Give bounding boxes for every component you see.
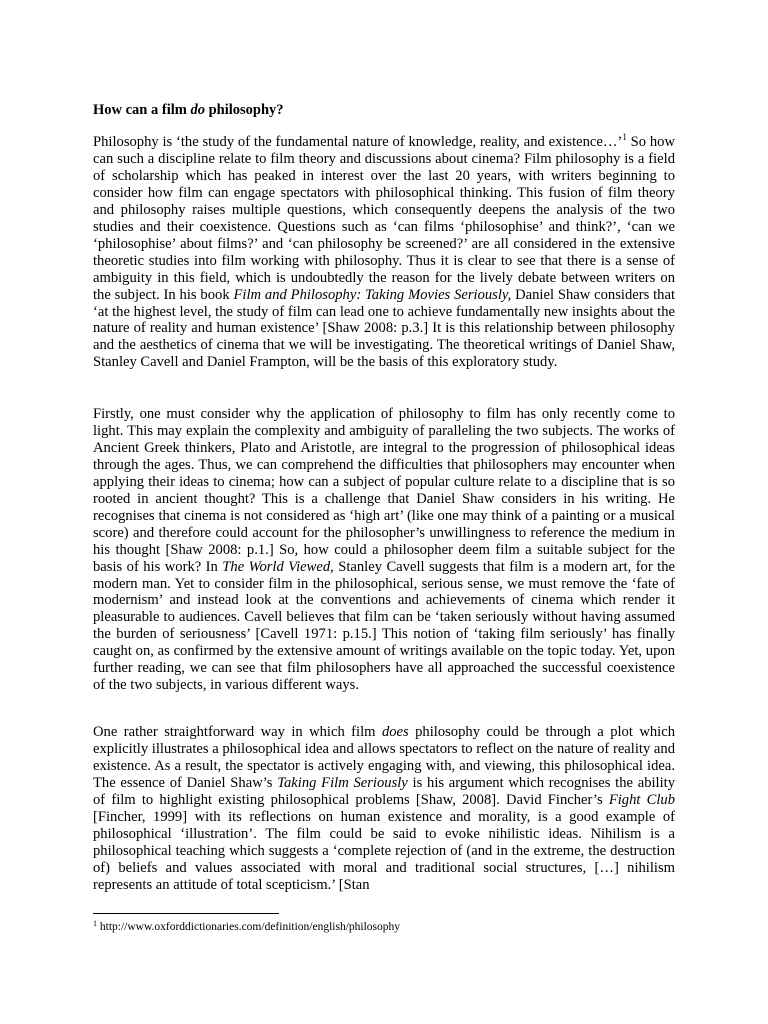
footnote — [93, 920, 675, 934]
page-title: How can a film do philosophy? — [93, 102, 284, 118]
book-title: The World Viewed, — [222, 558, 334, 575]
paragraph-history: Firstly, one must consider why the application of philosophy to film has only recently come to light. This may explain the complexity and ambiguity of paralleling the two subjects. The works of Ancient Greek thinkers, Plato and Aristotle, are integral to the progression of philosophical ideas through the ages. Thus, we can comprehend the difficulties that philosophers may encounter when applying their ideas to cinema; how can a subject of popular culture relate to a discipline that is so rooted in ancient thought? This is a challenge that Daniel Shaw considers in his writing. He recognises that cinema is not considered as ‘high art’ (like one may think of a painting or a musical score) and therefore could account for the philosopher’s unwillingness to reference the medium in his thought [Shaw 2008: p.1.] So, how could a philosopher deem film a suitable subject for the basis of his work? In The World Viewed, Stanley Cavell suggests that film is a modern art, for the modern man. Yet to consider film in the philosophical, serious sense, we must remove the ‘fate of modernism’ and instead look at the conventions and achievements of cinema which render it pleasurable to audiences. Cavell believes that film can be ‘taken seriously without having assumed the burden of seriousness’ [Cavell 1971: p.15.] This notion of ‘taking film seriously’ has finally caught on, as confirmed by the extensive amount of writings available on the topic today. Yet, upon further reading, we can see that film philosophers have all approached the successful coexistence of the two subjects, in various different ways. — [93, 406, 675, 694]
book-title: Taking Film Seriously — [277, 774, 408, 791]
footnote-divider — [93, 913, 279, 914]
paragraph-introduction: Philosophy is ‘the study of the fundamental nature of knowledge, reality, and existence…’$^1$ So how can such a discipline relate to film theory and discussions about cinema? Film philosophy is a field of scholarship which has peaked in interest over the last 20 years, with writers beginning to consider how film can engage spectators with philosophical thinking. This fusion of film theory and philosophy raises multiple questions, which consequently deepens the analysis of the two studies and their coexistence. Questions such as ‘can films ‘philosophise’ and think?’, ‘can we ‘philosophise’ about films?’ and ‘can philosophy be screened?’ are all considered in the extensive theoretic studies into film working with philosophy. Thus it is clear to see that there is a sense of ambiguity in this field, which is undoubtedly the reason for the lively debate between writers on the subject. In his book Film and Philosophy: Taking Movies Seriously, Daniel Shaw considers that ‘at the highest level, the study of film can lead one to achieve fundamentally new insights about the nature of reality and human existence’ [Shaw 2008: p.3.] It is this relationship between philosophy and the aesthetics of cinema that we will be investigating. The theoretical writings of Daniel Shaw, Stanley Cavell and Daniel Frampton, will be the basis of this exploratory study. — [93, 132, 676, 371]
paragraph-illustration: One rather straightforward way in which film does philosophy could be through a plot which explicitly illustrates a philosophical idea and allows spectators to reflect on the nature of reality and existence. As a result, the spectator is actively engaging with, and viewing, this philosophical idea. The essence of Daniel Shaw’s Taking Film Seriously is his argument which recognises the ability of film to highlight existing philosophical problems [Shaw, 2008]. David Fincher’s Fight Club [Fincher, 1999] with its reflections on human existence and morality, is a good example of philosophical ‘illustration’. The film could be said to evoke nihilistic ideas. Nihilism is a philosophical teaching which suggests a ‘complete rejection of (and in the extreme, the destruction of) beliefs and values associated with moral and traditional social structures, […] nihilism represents an attitude of total scepticism.’ [Stan — [93, 724, 676, 893]
footnote-marker: 1 — [93, 919, 97, 928]
book-title: Film and Philosophy: Taking Movies Seriously, — [233, 286, 512, 303]
footnote-reference: 1 — [622, 132, 627, 142]
footnote-link[interactable]: http://www.oxforddictionaries.com/definition/english/philosophy — [97, 921, 401, 933]
film-title: Fight Club — [608, 791, 676, 808]
